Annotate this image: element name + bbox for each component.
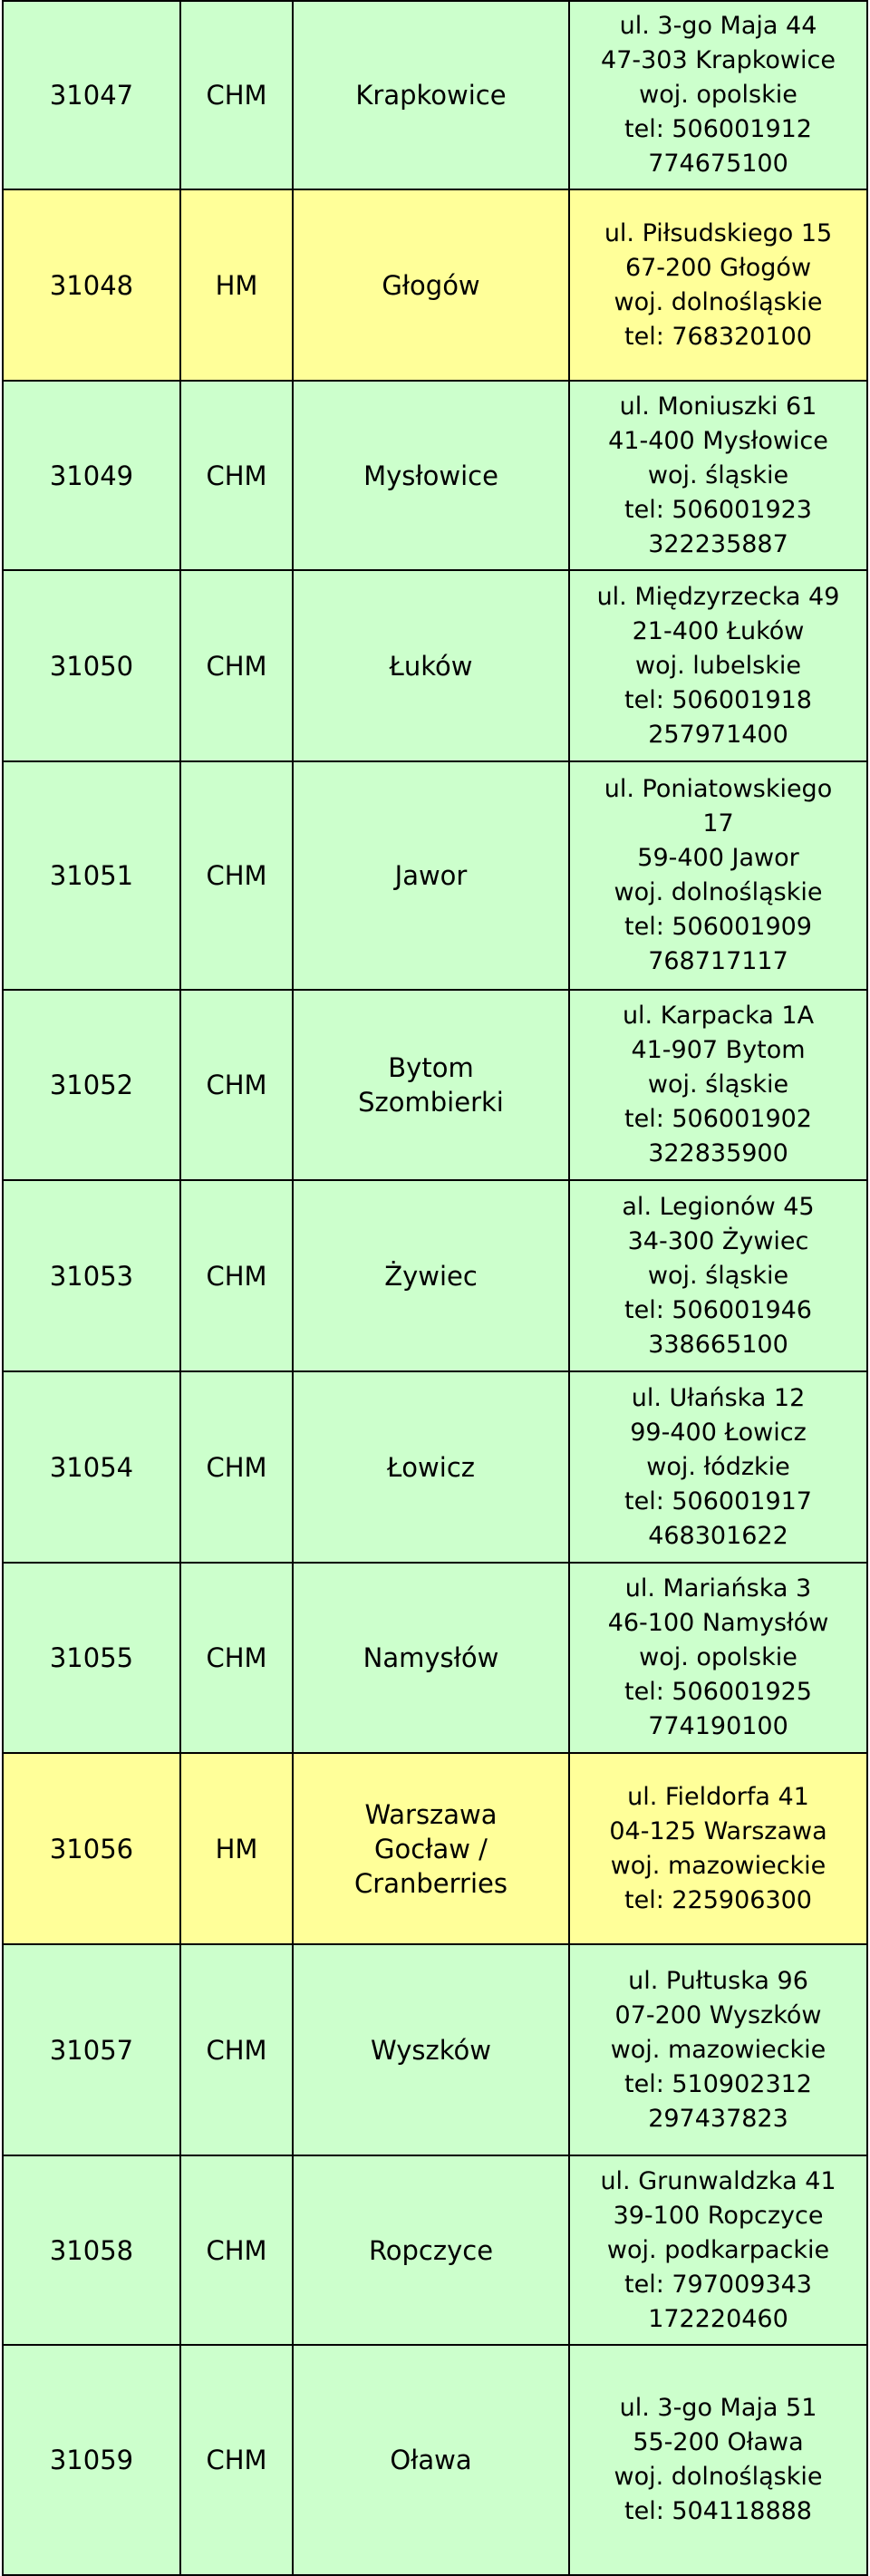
- city-line: Szombierki: [358, 1087, 504, 1118]
- store-type-cell: CHM: [180, 1944, 293, 2155]
- store-id-cell: 31047: [3, 1, 180, 189]
- store-address-cell: [569, 2345, 867, 2575]
- store-row: [3, 2345, 867, 2575]
- address-line: 774190100: [648, 1712, 788, 1740]
- store-id-cell: 31054: [3, 1371, 180, 1563]
- store-id-cell: 31053: [3, 1180, 180, 1371]
- address-line: woj. dolnośląskie: [614, 2463, 823, 2491]
- city-line: Bytom: [388, 1052, 474, 1083]
- address-line: ul. Piłsudskiego 15: [604, 218, 833, 247]
- address-line: tel: 506001923: [624, 495, 812, 524]
- store-address-cell: [569, 1180, 867, 1371]
- address-line: 21-400 Łuków: [632, 616, 805, 645]
- address-line: 34-300 Żywiec: [627, 1226, 809, 1255]
- address-line: 41-907 Bytom: [631, 1036, 806, 1064]
- address-line: ul. Międzyrzecka 49: [596, 582, 840, 611]
- city-line: Żywiec: [384, 1260, 478, 1292]
- address-line: woj. łódzkie: [646, 1452, 790, 1481]
- store-row: [3, 381, 867, 570]
- address-line: 99-400 Łowicz: [630, 1418, 807, 1447]
- store-city-cell: [293, 1944, 569, 2155]
- store-type-cell: CHM: [180, 990, 293, 1180]
- address-line: woj. mazowieckie: [610, 2035, 826, 2064]
- store-id-cell: 31058: [3, 2155, 180, 2345]
- address-line: 172220460: [648, 2304, 788, 2333]
- address-line: 17: [702, 809, 734, 838]
- store-row: [3, 1944, 867, 2155]
- city-line: Cranberries: [354, 1867, 508, 1899]
- address-line: tel: 506001912: [624, 115, 812, 143]
- store-city-cell: [293, 761, 569, 990]
- address-line: tel: 225906300: [624, 1885, 812, 1914]
- city-line: Krapkowice: [355, 80, 507, 111]
- city-line: Łowicz: [387, 1451, 475, 1483]
- store-table-body: [3, 1, 867, 2575]
- address-line: 39-100 Ropczyce: [613, 2201, 824, 2230]
- store-city-cell: [293, 990, 569, 1180]
- address-line: woj. opolskie: [639, 81, 798, 109]
- store-type-cell: CHM: [180, 1371, 293, 1563]
- address-line: woj. opolskie: [639, 1643, 798, 1671]
- store-id-cell: 31055: [3, 1563, 180, 1753]
- store-type-cell: CHM: [180, 1563, 293, 1753]
- address-line: woj. śląskie: [647, 460, 789, 489]
- store-address-cell: [569, 570, 867, 761]
- store-type-cell: CHM: [180, 1, 293, 189]
- store-type-cell: CHM: [180, 570, 293, 761]
- address-line: ul. Poniatowskiego: [604, 775, 833, 803]
- address-line: tel: 504118888: [624, 2497, 812, 2525]
- address-line: ul. Ułańska 12: [631, 1383, 806, 1412]
- store-address-cell: [569, 1371, 867, 1563]
- store-city-cell: [293, 189, 569, 381]
- store-type-cell: CHM: [180, 2345, 293, 2575]
- city-line: Jawor: [394, 860, 468, 891]
- store-city-cell: [293, 2345, 569, 2575]
- store-type-cell: CHM: [180, 1180, 293, 1371]
- store-row: [3, 1563, 867, 1753]
- address-line: tel: 506001946: [624, 1295, 812, 1324]
- address-line: tel: 506001925: [624, 1678, 812, 1706]
- address-line: tel: 506001909: [624, 913, 812, 941]
- store-row: [3, 1371, 867, 1563]
- address-line: 338665100: [648, 1330, 788, 1359]
- store-city-cell: [293, 381, 569, 570]
- store-address-cell: [569, 1944, 867, 2155]
- store-id-cell: 31048: [3, 189, 180, 381]
- address-line: tel: 506001918: [624, 685, 812, 714]
- store-address-cell: [569, 990, 867, 1180]
- city-line: Wyszków: [371, 2034, 491, 2066]
- address-line: 67-200 Głogów: [624, 253, 812, 282]
- address-line: ul. Karpacka 1A: [622, 1002, 815, 1030]
- address-line: tel: 510902312: [624, 2069, 812, 2098]
- city-line: Mysłowice: [363, 460, 498, 491]
- store-id-cell: 31052: [3, 990, 180, 1180]
- store-city-cell: [293, 1371, 569, 1563]
- store-id-cell: 31056: [3, 1753, 180, 1944]
- address-line: ul. Pułtuska 96: [628, 1966, 808, 1995]
- city-line: Gocław /: [374, 1833, 488, 1864]
- store-row: [3, 761, 867, 990]
- address-line: ul. Fieldorfa 41: [627, 1782, 809, 1811]
- store-city-cell: [293, 2155, 569, 2345]
- address-line: ul. 3-go Maja 44: [619, 12, 817, 40]
- address-line: woj. śląskie: [647, 1070, 789, 1099]
- store-row: [3, 1753, 867, 1944]
- store-table: [2, 0, 868, 2576]
- store-row: [3, 990, 867, 1180]
- store-id-cell: 31057: [3, 1944, 180, 2155]
- address-line: tel: 797009343: [624, 2270, 812, 2299]
- city-line: Warszawa: [364, 1798, 498, 1830]
- store-city-cell: [293, 1, 569, 189]
- store-type-cell: HM: [180, 189, 293, 381]
- store-id-cell: 31051: [3, 761, 180, 990]
- store-type-cell: CHM: [180, 761, 293, 990]
- address-line: ul. Mariańska 3: [624, 1574, 812, 1603]
- city-line: Łuków: [389, 650, 473, 682]
- store-row: [3, 1180, 867, 1371]
- store-address-cell: [569, 381, 867, 570]
- store-id-cell: 31059: [3, 2345, 180, 2575]
- store-city-cell: [293, 1180, 569, 1371]
- store-type-cell: HM: [180, 1753, 293, 1944]
- store-city-cell: [293, 1753, 569, 1944]
- address-line: woj. mazowieckie: [610, 1851, 826, 1880]
- address-line: 04-125 Warszawa: [609, 1816, 827, 1845]
- address-line: ul. Grunwaldzka 41: [600, 2166, 836, 2195]
- store-row: [3, 1, 867, 189]
- city-line: Oława: [390, 2445, 472, 2475]
- store-city-cell: [293, 570, 569, 761]
- address-line: 468301622: [648, 1521, 788, 1550]
- city-line: Ropczyce: [368, 2234, 494, 2266]
- store-row: [3, 189, 867, 381]
- address-line: 59-400 Jawor: [637, 844, 799, 872]
- address-line: tel: 506001917: [624, 1487, 812, 1516]
- address-line: ul. 3-go Maja 51: [619, 2394, 817, 2422]
- store-id-cell: 31050: [3, 570, 180, 761]
- store-type-cell: CHM: [180, 2155, 293, 2345]
- address-line: 55-200 Oława: [633, 2428, 804, 2456]
- store-row: [3, 2155, 867, 2345]
- city-line: Głogów: [382, 269, 480, 301]
- address-line: 322235887: [648, 529, 788, 558]
- address-line: woj. dolnośląskie: [614, 287, 823, 316]
- store-address-cell: [569, 1, 867, 189]
- address-line: 46-100 Namysłów: [607, 1609, 829, 1637]
- store-address-cell: [569, 189, 867, 381]
- store-address-cell: [569, 1753, 867, 1944]
- address-line: 774675100: [648, 150, 788, 178]
- address-line: tel: 506001902: [624, 1105, 812, 1133]
- address-line: 47-303 Krapkowice: [601, 46, 836, 74]
- address-line: 41-400 Mysłowice: [608, 426, 828, 455]
- address-line: 768717117: [648, 947, 788, 975]
- address-line: 257971400: [648, 720, 788, 749]
- address-line: ul. Moniuszki 61: [619, 392, 817, 421]
- address-line: woj. lubelskie: [635, 651, 801, 680]
- store-row: [3, 570, 867, 761]
- store-type-cell: CHM: [180, 381, 293, 570]
- address-line: al. Legionów 45: [622, 1192, 815, 1221]
- address-line: tel: 768320100: [624, 322, 812, 351]
- store-id-cell: 31049: [3, 381, 180, 570]
- address-line: 07-200 Wyszków: [614, 2000, 822, 2029]
- store-city-cell: [293, 1563, 569, 1753]
- store-address-cell: [569, 1563, 867, 1753]
- address-line: 297437823: [648, 2104, 788, 2133]
- store-address-cell: [569, 2155, 867, 2345]
- address-line: woj. podkarpackie: [606, 2235, 830, 2264]
- address-line: 322835900: [648, 1139, 788, 1167]
- store-address-cell: [569, 761, 867, 990]
- address-line: woj. dolnośląskie: [614, 878, 823, 906]
- address-line: woj. śląskie: [647, 1261, 789, 1290]
- city-line: Namysłów: [362, 1642, 499, 1673]
